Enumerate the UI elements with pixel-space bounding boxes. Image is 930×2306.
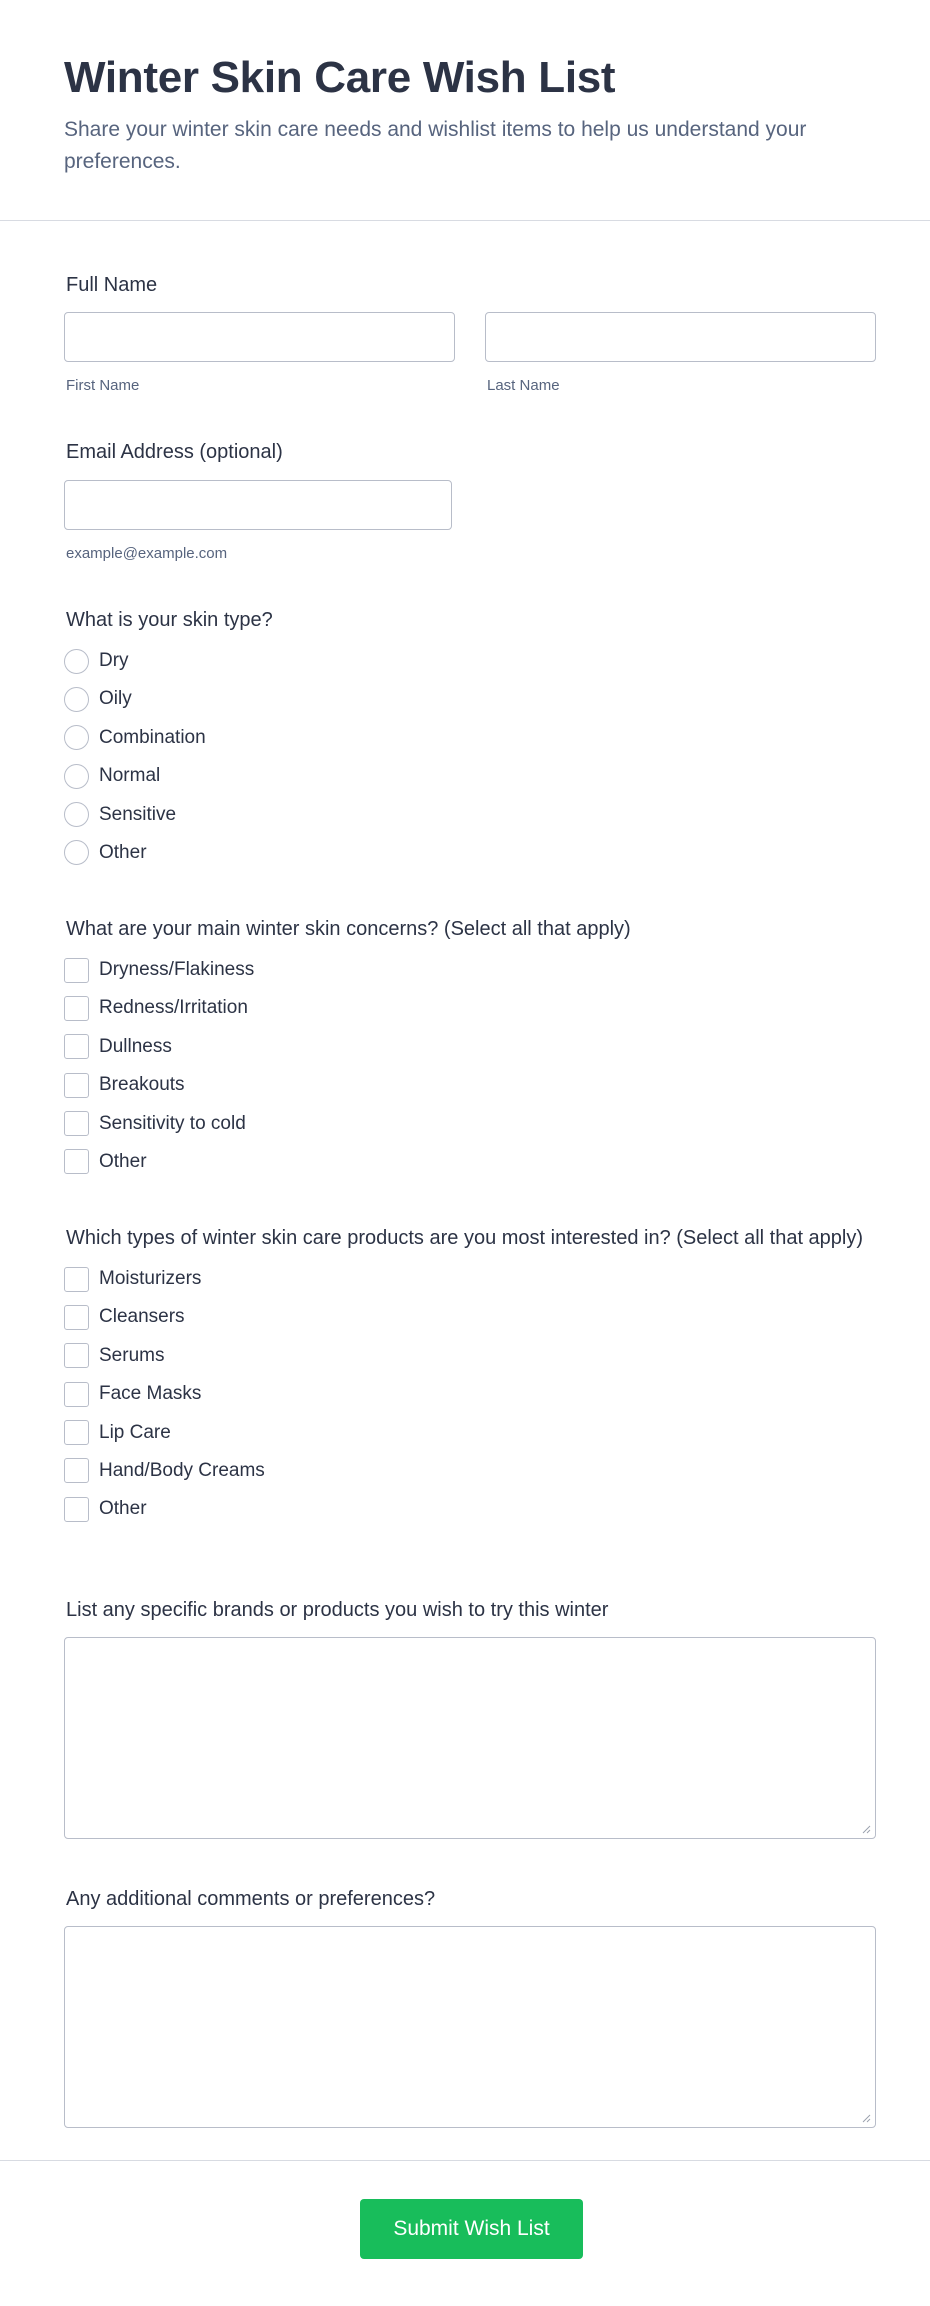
product-option-hand-body-creams[interactable] [64, 1458, 876, 1484]
checkbox[interactable] [64, 1458, 89, 1483]
checkbox[interactable] [64, 1343, 89, 1368]
option-label: Moisturizers [99, 1268, 202, 1289]
concerns-field [64, 916, 876, 1187]
form-header [0, 0, 930, 221]
option-label: Redness/Irritation [99, 997, 248, 1019]
checkbox[interactable] [64, 1034, 89, 1059]
option-label: Other [99, 1150, 147, 1172]
last-name-input[interactable] [485, 312, 876, 362]
product-option-lip-care[interactable] [64, 1420, 876, 1446]
radio-button[interactable] [64, 802, 89, 827]
first-name-input[interactable] [64, 312, 455, 362]
brands-field [64, 1597, 876, 1839]
checkbox[interactable] [64, 1382, 89, 1407]
product-option-serums[interactable] [64, 1343, 876, 1369]
skin-type-options [64, 648, 876, 866]
form-title: Winter Skin Care Wish List [64, 53, 616, 102]
radio-button[interactable] [64, 649, 89, 674]
comments-textarea-wrap [64, 1926, 876, 2128]
email-sublabel: example@example.com [66, 545, 228, 562]
product-option-moisturizers[interactable] [64, 1266, 876, 1292]
product-option-cleansers[interactable] [64, 1304, 876, 1330]
checkbox[interactable] [64, 1497, 89, 1522]
email-input[interactable] [64, 480, 452, 530]
skin-type-field [64, 607, 876, 878]
products-label: Which types of winter skin care products are you most interested in? (Select all that apply) [66, 1227, 864, 1249]
checkbox[interactable] [64, 1420, 89, 1445]
checkbox[interactable] [64, 1149, 89, 1174]
option-label: Oily [99, 688, 132, 710]
concern-option-dullness[interactable] [64, 1034, 876, 1060]
brands-textarea-wrap [64, 1637, 876, 1839]
concern-option-sensitivity[interactable] [64, 1111, 876, 1137]
option-label: Lip Care [99, 1421, 171, 1443]
concern-option-breakouts[interactable] [64, 1072, 876, 1098]
option-label: Breakouts [99, 1074, 185, 1096]
concern-option-dryness[interactable] [64, 957, 876, 983]
option-label: Dryness/Flakiness [99, 959, 255, 980]
products-options [64, 1266, 876, 1522]
skin-type-option-oily[interactable] [64, 686, 876, 712]
comments-label: Any additional comments or preferences? [66, 1888, 436, 1910]
option-label: Combination [99, 726, 206, 748]
option-label: Face Masks [99, 1383, 202, 1405]
option-label: Serums [99, 1344, 165, 1366]
checkbox[interactable] [64, 1267, 89, 1292]
option-label: Other [99, 841, 147, 863]
radio-button[interactable] [64, 764, 89, 789]
comments-textarea[interactable] [64, 1926, 876, 2128]
full-name-field [64, 272, 876, 396]
skin-type-option-sensitive[interactable] [64, 802, 876, 828]
option-label: Dullness [99, 1035, 172, 1057]
option-label: Dry [99, 650, 129, 671]
option-label: Sensitive [99, 803, 177, 825]
form-footer [0, 2160, 930, 2306]
first-name-sublabel: First Name [66, 377, 140, 394]
option-label: Sensitivity to cold [99, 1112, 246, 1134]
concerns-options [64, 957, 876, 1175]
full-name-label: Full Name [66, 274, 158, 296]
radio-button[interactable] [64, 687, 89, 712]
resize-handle-icon[interactable] [861, 1824, 871, 1834]
comments-field [64, 1886, 876, 2128]
option-label: Other [99, 1498, 147, 1520]
product-option-other[interactable] [64, 1496, 876, 1522]
checkbox[interactable] [64, 1305, 89, 1330]
brands-label: List any specific brands or products you wish to try this winter [66, 1599, 609, 1621]
concern-option-redness[interactable] [64, 995, 876, 1021]
email-label: Email Address (optional) [66, 441, 283, 463]
submit-button[interactable]: Submit Wish List [360, 2199, 583, 2259]
skin-type-option-combination[interactable] [64, 725, 876, 751]
option-label: Cleansers [99, 1306, 185, 1328]
skin-type-option-normal[interactable] [64, 763, 876, 789]
form-subtitle: Share your winter skin care needs and wishlist items to help us understand your preferences. [64, 118, 807, 173]
option-label: Normal [99, 765, 161, 787]
skin-type-option-dry[interactable] [64, 648, 876, 674]
skin-type-option-other[interactable] [64, 840, 876, 866]
option-label: Hand/Body Creams [99, 1459, 265, 1481]
resize-handle-icon[interactable] [861, 2113, 871, 2123]
concern-option-other[interactable] [64, 1149, 876, 1175]
email-field [64, 439, 876, 564]
radio-button[interactable] [64, 840, 89, 865]
skin-type-label: What is your skin type? [66, 609, 273, 631]
products-field [64, 1225, 876, 1535]
radio-button[interactable] [64, 725, 89, 750]
last-name-sublabel: Last Name [487, 377, 560, 394]
brands-textarea[interactable] [64, 1637, 876, 1839]
product-option-face-masks[interactable] [64, 1381, 876, 1407]
checkbox[interactable] [64, 1073, 89, 1098]
concerns-label: What are your main winter skin concerns? (Select all that apply) [66, 918, 631, 940]
checkbox[interactable] [64, 1111, 89, 1136]
checkbox[interactable] [64, 958, 89, 983]
checkbox[interactable] [64, 996, 89, 1021]
